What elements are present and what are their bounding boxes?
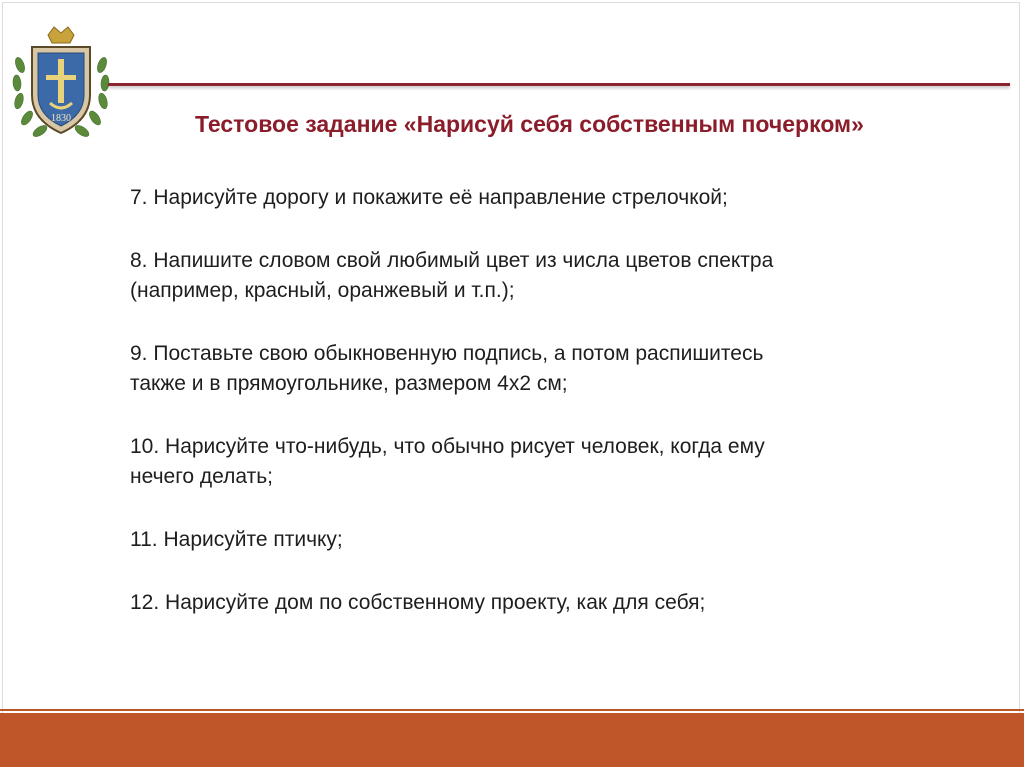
svg-text:1830: 1830 bbox=[51, 113, 71, 124]
slide-title-prefix: Тестовое задание bbox=[195, 111, 404, 137]
footer-stripe bbox=[0, 709, 1024, 711]
slide-title bbox=[195, 108, 995, 140]
task-item-12: 12. Нарисуйте дом по собственному проекту, как для себя; bbox=[130, 591, 706, 614]
task-item-10: 10. Нарисуйте что-нибудь, что обычно рисует человек, когда ему нечего делать; bbox=[130, 435, 765, 488]
university-crest-icon bbox=[10, 25, 112, 145]
footer-band bbox=[0, 713, 1024, 767]
task-item-8: 8. Напишите словом свой любимый цвет из числа цветов спектра (например, красный, оранжевый и т.п.); bbox=[130, 249, 774, 302]
task-item-11: 11. Нарисуйте птичку; bbox=[130, 528, 343, 551]
task-list bbox=[130, 183, 930, 651]
task-item-9: 9. Поставьте свою обыкновенную подпись, а потом распишитесь также и в прямоугольнике, размером 4х2 см; bbox=[130, 342, 764, 395]
slide-title-quote: «Нарисуй себя собственным почерком» bbox=[403, 111, 864, 137]
task-item-7: 7. Нарисуйте дорогу и покажите её направление стрелочкой; bbox=[130, 186, 728, 209]
header-divider bbox=[108, 83, 1010, 86]
